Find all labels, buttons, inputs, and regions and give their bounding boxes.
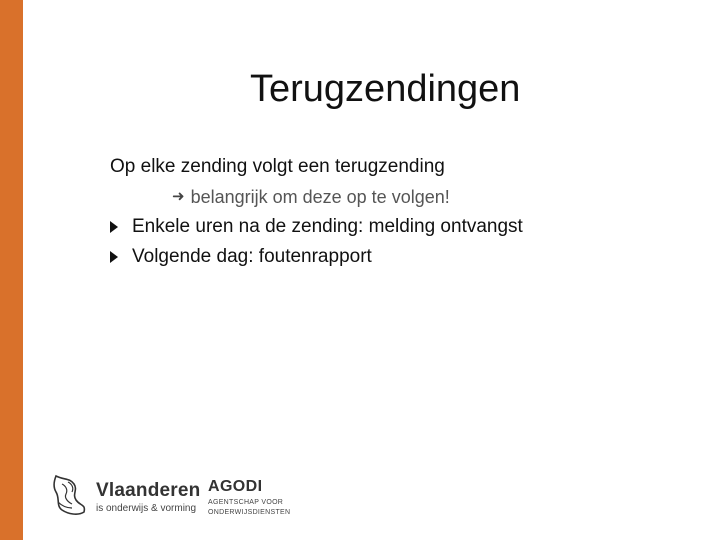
sub-note-line — [108, 182, 668, 212]
bullet-text: Volgende dag: foutenrapport — [132, 246, 372, 267]
triangle-bullet-icon — [110, 251, 118, 263]
agodi-tagline: AGENTSCHAP VOOR ONDERWIJSDIENSTEN — [208, 499, 291, 516]
slide-title: Terugzendingen — [250, 68, 521, 110]
bullet-item — [108, 212, 668, 242]
arrow-right-icon: ➜ — [172, 188, 185, 205]
triangle-bullet-icon — [110, 221, 118, 233]
footer-logos — [50, 468, 350, 524]
sub-note-text: belangrijk om deze op te volgen! — [190, 187, 450, 207]
intro-line: Op elke zending volgt een terugzending — [110, 156, 445, 177]
slide-body — [108, 152, 668, 272]
vlaanderen-tagline: is onderwijs & vorming — [96, 503, 197, 514]
bullet-item — [108, 242, 668, 272]
bullet-text: Enkele uren na de zending: melding ontvangst — [132, 216, 523, 237]
orange-side-bar — [0, 0, 23, 540]
vlaanderen-lion-icon — [50, 472, 90, 518]
vlaanderen-name: Vlaanderen — [96, 480, 201, 501]
agodi-name: AGODI — [208, 478, 263, 495]
